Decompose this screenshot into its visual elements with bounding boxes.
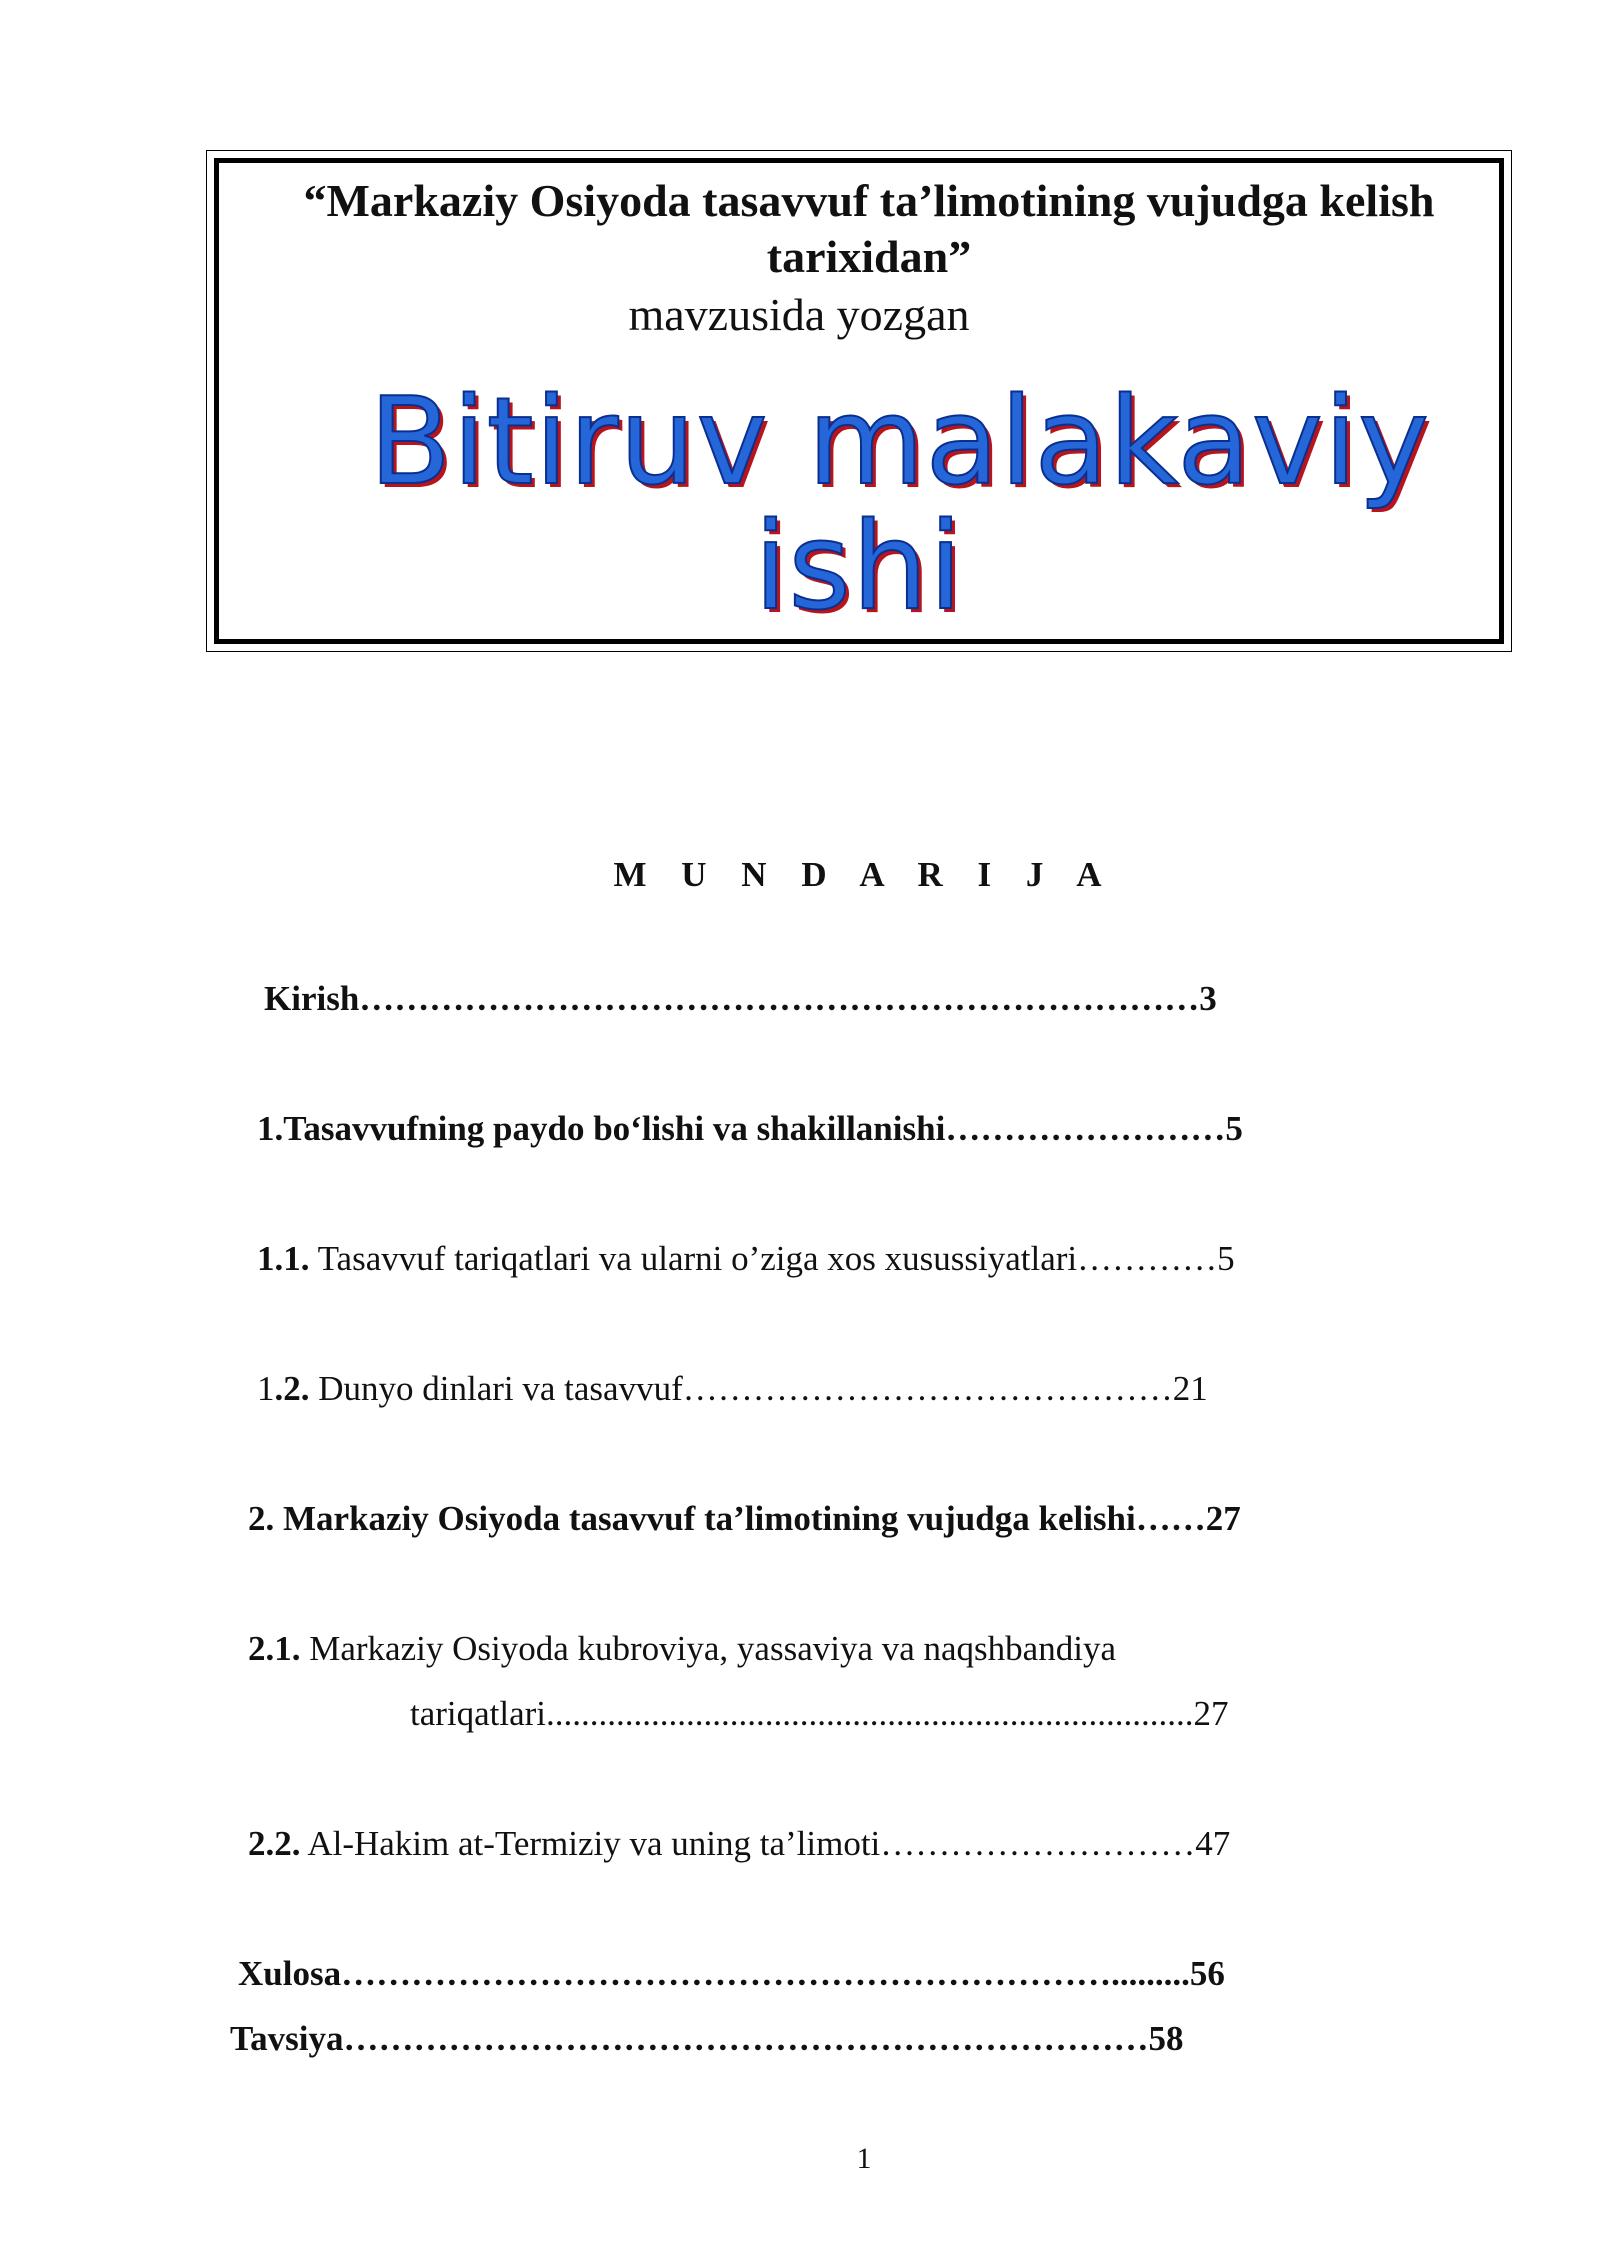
- toc-entry-section-1-2: [257, 1368, 1208, 1410]
- toc-entry-leaders: ..........................................................................: [546, 1694, 1194, 1733]
- toc-entry-leaders: ……: [1135, 1499, 1206, 1538]
- toc-entry-page: 5: [1225, 1109, 1243, 1148]
- toc-entry-label: 2. Markaziy Osiyoda tasavvuf ta’limotining vujudga kelishi: [248, 1499, 1136, 1538]
- toc-entry-continuation: tariqatlari: [410, 1694, 547, 1733]
- toc-entry-leaders: ………………………………………………………………: [359, 979, 1200, 1018]
- toc-entry-section-2-1-continuation: [410, 1693, 1229, 1735]
- toc-entry-page: 27: [1193, 1694, 1229, 1733]
- toc-entry-number: 2.2.: [248, 1824, 301, 1863]
- toc-entry-xulosa: [238, 1953, 1225, 1995]
- toc-entry-section-2-2: [248, 1823, 1230, 1865]
- toc-entry-number: 2.1.: [248, 1629, 301, 1668]
- toc-entry-label: Markaziy Osiyoda kubroviya, yassaviya va naqshbandiya: [300, 1629, 1116, 1668]
- toc-entry-page: 21: [1172, 1369, 1208, 1408]
- table-of-contents-heading: M U N D A R I J A: [613, 855, 1115, 894]
- toc-entry-label: Al-Hakim at-Termiziy va uning ta’limoti: [300, 1824, 881, 1863]
- thesis-subtitle: mavzusida yozgan: [628, 289, 970, 340]
- toc-entry-page: 5: [1217, 1239, 1235, 1278]
- toc-entry-leaders: ………………………: [880, 1824, 1196, 1863]
- toc-entry-leaders: ……………………………………………………………: [343, 2019, 1149, 2058]
- toc-entry-label: Dunyo dinlari va tasavvuf: [309, 1369, 683, 1408]
- toc-entry-page: 47: [1195, 1824, 1231, 1863]
- wordart-title-line-2: ishi: [754, 498, 964, 637]
- toc-entry-kirish: [264, 978, 1217, 1020]
- toc-entry-leaders: …………: [1077, 1239, 1218, 1278]
- toc-entry-leaders: ……………………………………: [682, 1369, 1173, 1408]
- toc-entry-chapter-1: [257, 1108, 1243, 1150]
- toc-entry-chapter-2: [248, 1498, 1241, 1540]
- toc-entry-number: .2.: [274, 1369, 310, 1408]
- thesis-topic: “Markaziy Osiyoda tasavvuf ta’limotining vujudga kelish tarixidan”: [303, 175, 1435, 282]
- toc-entry-page: 58: [1148, 2019, 1184, 2058]
- wordart-title-line-1: Bitiruv malakaviy: [369, 373, 1431, 512]
- toc-entry-label: Xulosa: [238, 1954, 342, 1993]
- title-frame: [206, 150, 1512, 652]
- toc-entry-section-1-1: [257, 1238, 1235, 1280]
- toc-entry-tavsiya: [230, 2018, 1183, 2060]
- toc-entry-label: 1.Tasavvufning paydo bo‘lishi va shakillanishi: [257, 1109, 946, 1148]
- toc-entry-label: Kirish: [264, 979, 360, 1018]
- toc-entry-page: 56: [1189, 1954, 1225, 1993]
- title-frame-inner: [214, 158, 1504, 644]
- toc-entry-page: 27: [1205, 1499, 1241, 1538]
- toc-entry-leaders: ………………………………………………………….........: [341, 1954, 1190, 1993]
- toc-entry-leaders: ……………………: [945, 1109, 1226, 1148]
- toc-entry-label: Tasavvuf tariqatlari va ularni o’ziga xos xusussiyatlari: [309, 1239, 1078, 1278]
- toc-entry-number: 1.1.: [257, 1239, 310, 1278]
- toc-entry-section-2-1: [248, 1628, 1116, 1670]
- toc-entry-page: 3: [1199, 979, 1217, 1018]
- toc-entry-number-prefix: 1: [257, 1369, 275, 1408]
- page-number: 1: [856, 2142, 872, 2175]
- toc-entry-label: Tavsiya: [230, 2019, 344, 2058]
